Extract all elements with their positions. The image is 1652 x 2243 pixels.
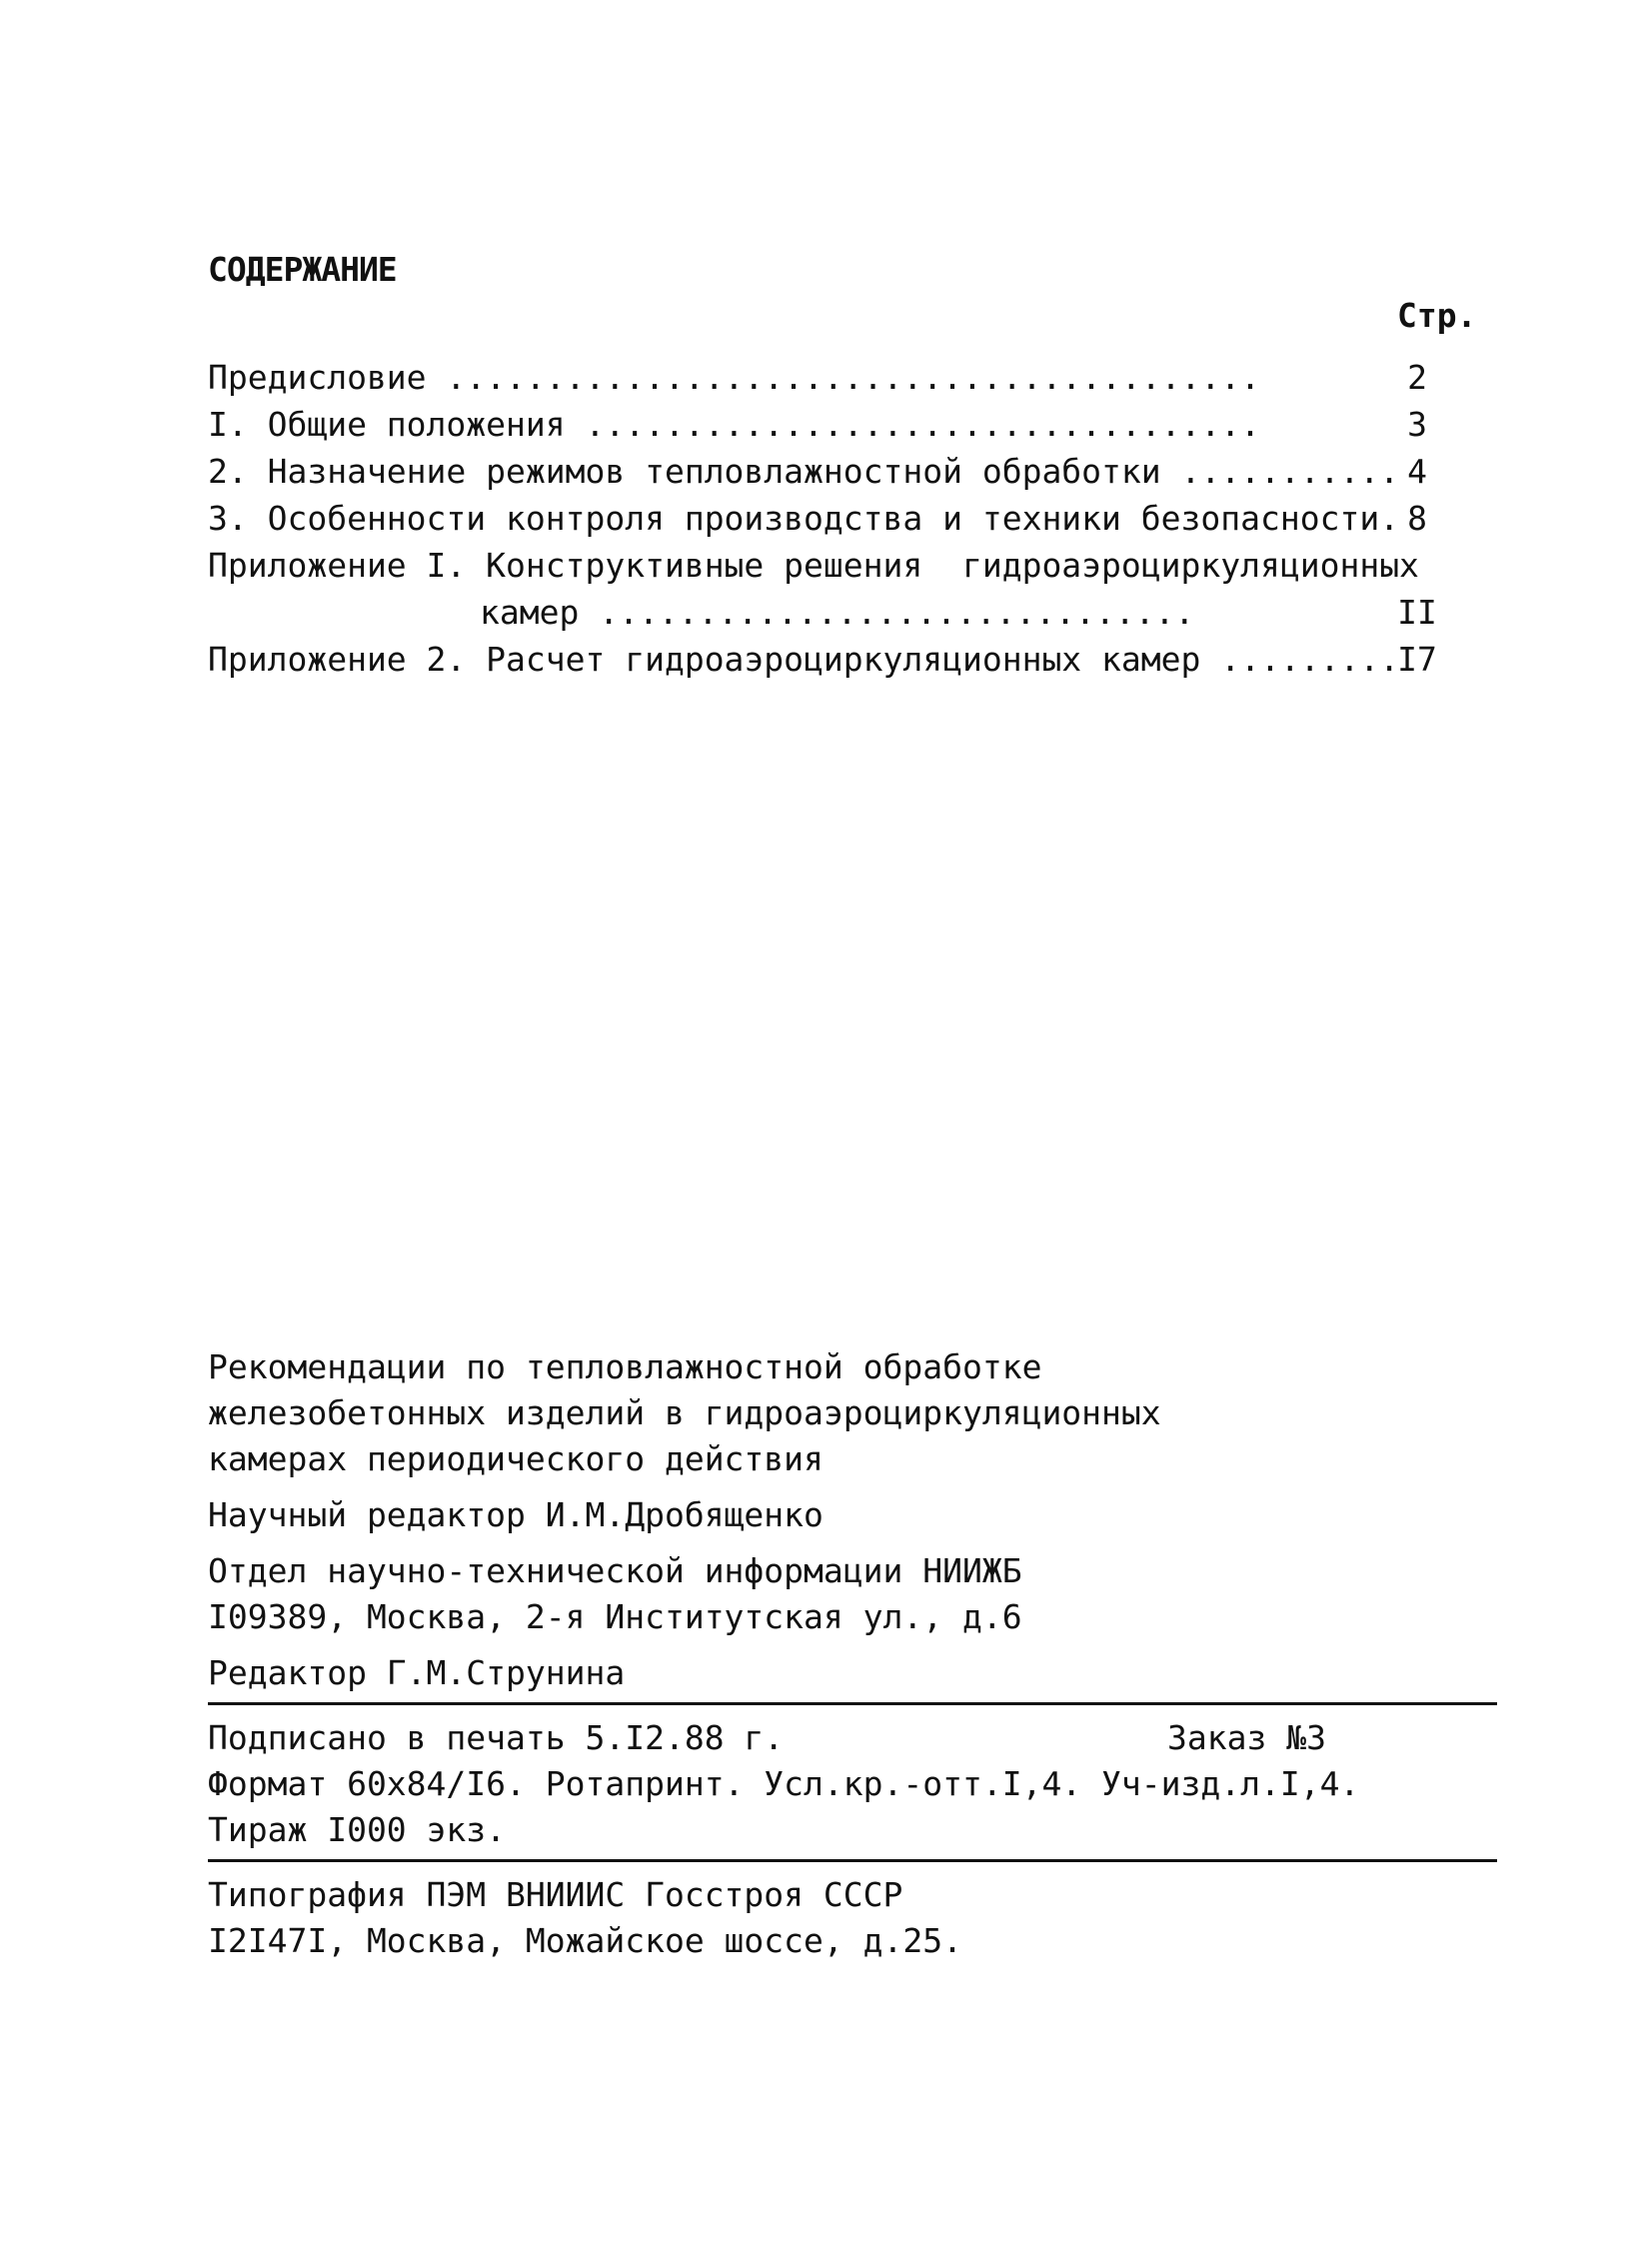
toc-entry-text: Приложение 2. Расчет гидроаэроциркуляционных камер ......... [208,640,1400,679]
divider [208,1702,1497,1705]
toc-entry-page: I7 [1397,640,1437,679]
printing-house-address: I2I47I, Москва, Можайское шоссе, д.25. [208,1921,962,1960]
page-column-label: Стр. [1397,296,1477,335]
toc-entry-page: 4 [1407,452,1427,491]
signed-for-print: Подписано в печать 5.I2.88 г. [208,1718,785,1757]
toc-entry-page: 3 [1407,405,1427,444]
print-run: Тираж I000 экз. [208,1810,507,1849]
publication-title-line: камерах периодического действия [208,1439,824,1478]
toc-entry-text: 3. Особенности контроля производства и техники безопасности. [208,499,1400,538]
divider [208,1859,1497,1862]
toc-entry-page: II [1397,593,1437,632]
publication-title-line: железобетонных изделий в гидроаэроциркуляционных [208,1393,1161,1432]
toc-entry-production-control [208,499,1457,546]
contents-heading: СОДЕРЖАНИЕ [208,250,397,289]
toc-entry-appendix-1 [208,546,1457,593]
imprint-block [208,1344,1497,1964]
toc-entry-preface [208,358,1457,405]
toc-entry-treatment-modes [208,452,1457,499]
toc-entry-appendix-2 [208,640,1457,687]
signed-order-row [208,1715,1497,1761]
toc-entry-page: 8 [1407,499,1427,538]
scientific-editor: Научный редактор И.М.Дробященко [208,1495,824,1534]
order-number: Заказ №3 [1167,1718,1326,1757]
format-details: Формат 60x84/I6. Ротапринт. Усл.кр.-отт.I,4. Уч-изд.л.I,4. [208,1764,1360,1803]
toc-entry-page: 2 [1407,358,1427,397]
toc-entry-appendix-1-continuation [208,593,1457,640]
department-address: I09389, Москва, 2-я Институтская ул., д.6 [208,1597,1022,1636]
toc-entry-text: камер .............................. [480,593,1195,632]
table-of-contents [208,358,1457,687]
publication-title-line: Рекомендации по тепловлажностной обработке [208,1347,1042,1386]
toc-entry-general-provisions [208,405,1457,452]
editor: Редактор Г.М.Струнина [208,1653,626,1692]
department-line: Отдел научно-технической информации НИИЖБ [208,1551,1022,1590]
toc-entry-text: I. Общие положения .................................. [208,405,1260,444]
printing-house: Типография ПЭМ ВНИИИС Госстроя СССР [208,1875,903,1914]
toc-entry-text: Приложение I. Конструктивные решения гидроаэроциркуляционных [208,546,1419,585]
toc-entry-text: 2. Назначение режимов тепловлажностной обработки ........... [208,452,1400,491]
toc-entry-text: Предисловие ......................................... [208,358,1260,397]
